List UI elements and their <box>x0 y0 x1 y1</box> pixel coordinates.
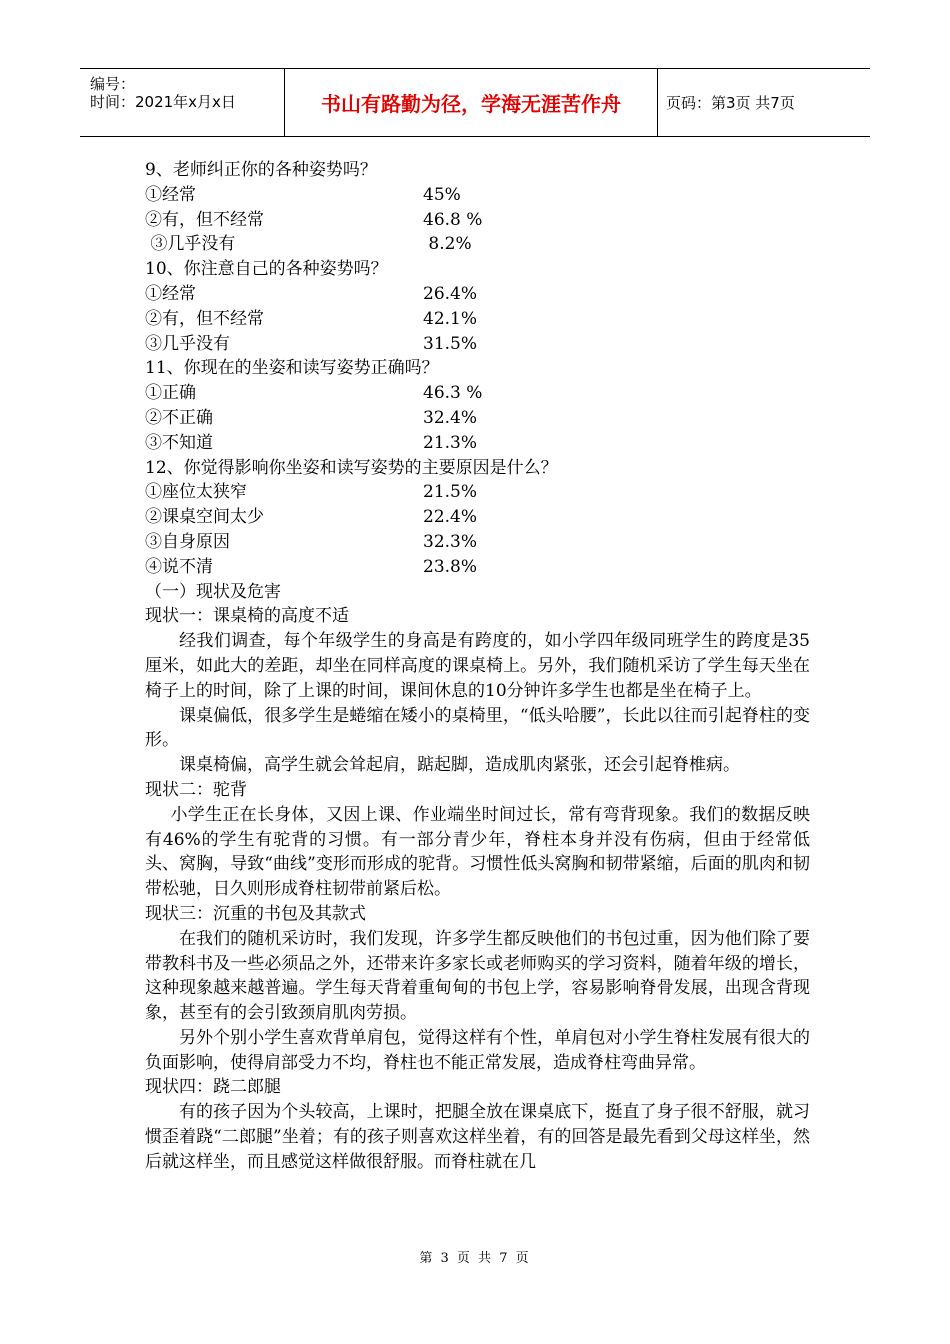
option-label: ①座位太狭窄 <box>145 482 247 503</box>
document-number-label: 编号： <box>90 75 136 93</box>
status-body <box>145 629 810 778</box>
paragraph: 小学生正在长身体，又因上课、作业端坐时间过长，常有弯背现象。我们的数据反映有46%的学生有驼背的习惯。有一部分青少年，脊柱本身并没有伤病，但由于经常低头、窝胸，导致“曲线”变形而形成的驼背。习惯性低头窝胸和韧带紧缩，后面的肌肉和韧带松驰，日久则形成脊柱韧带前紧后松。 <box>145 804 810 900</box>
header-meta <box>80 69 285 136</box>
option-percent: 8.2% <box>423 234 472 255</box>
status-heading: 现状一：课桌椅的高度不适 <box>145 606 349 627</box>
page-header <box>80 68 870 137</box>
status-one <box>145 604 810 778</box>
status-heading: 现状三：沉重的书包及其款式 <box>145 903 366 924</box>
status-heading: 现状四：跷二郎腿 <box>145 1077 281 1098</box>
option-label: ②课桌空间太少 <box>145 507 264 528</box>
question-title: 12、你觉得影响你坐姿和读写姿势的主要原因是什么？ <box>145 457 558 478</box>
answer-option <box>145 480 810 505</box>
survey-question-11 <box>145 356 810 455</box>
answer-option <box>145 332 810 357</box>
status-body <box>145 927 810 1076</box>
paragraph: 另外个别小学生喜欢背单肩包，觉得这样有个性，单肩包对小学生脊柱发展有很大的负面影响，使得肩部受力不均，脊柱也不能正常发展，造成脊柱弯曲异常。 <box>145 1027 810 1073</box>
status-three <box>145 902 810 1076</box>
status-two <box>145 778 810 902</box>
answer-option <box>145 282 810 307</box>
option-percent: 45% <box>423 184 461 205</box>
answer-option <box>145 505 810 530</box>
page-footer: 第 3 页 共 7 页 <box>419 1251 531 1266</box>
answer-option <box>145 183 810 208</box>
option-label: ③不知道 <box>145 432 213 453</box>
status-body <box>145 803 810 902</box>
answer-option <box>145 406 810 431</box>
header-motto: 书山有路勤为径，学海无涯苦作舟 <box>285 69 658 136</box>
option-label: ③几乎没有 <box>145 333 230 354</box>
answer-option <box>145 381 810 406</box>
paragraph: 经我们调查，每个年级学生的身高是有跨度的，如小学四年级同班学生的跨度是35厘米，如此大的差距，却坐在同样高度的课桌椅上。另外，我们随机采访了学生每天坐在椅子上的时间，除了上课的时间，课间休息的10分钟许多学生也都是坐在椅子上。 <box>145 631 810 701</box>
survey-question-12 <box>145 456 810 580</box>
paragraph: 有的孩子因为个头较高，上课时，把腿全放在课桌底下，挺直了身子很不舒服，就习惯歪着跷“二郎腿”坐着；有的孩子则喜欢这样坐着，有的回答是最先看到父母这样坐，然后就这样坐，而且感觉这样做很舒服。而脊柱就在几 <box>145 1102 810 1172</box>
option-label: ①正确 <box>145 383 196 404</box>
answer-option <box>145 307 810 332</box>
answer-option <box>145 555 810 580</box>
status-four <box>145 1075 810 1174</box>
option-percent: 32.4% <box>423 407 478 428</box>
option-label: ②有，但不经常 <box>145 209 264 230</box>
option-label: ②有，但不经常 <box>145 308 264 329</box>
option-percent: 23.8% <box>423 556 478 577</box>
option-percent: 21.3% <box>423 432 478 453</box>
answer-option <box>145 530 810 555</box>
option-percent: 31.5% <box>423 333 478 354</box>
option-percent: 32.3% <box>423 531 478 552</box>
header-page-info: 页码：第3页 共7页 <box>666 94 795 112</box>
option-label: ①经常 <box>145 184 196 205</box>
question-title: 11、你现在的坐姿和读写姿势正确吗？ <box>145 358 439 379</box>
option-percent: 46.8 % <box>423 209 483 230</box>
paragraph: 在我们的随机采访时，我们发现，许多学生都反映他们的书包过重，因为他们除了要带教科书及一些必须品之外，还带来许多家长或老师购买的学习资料，随着年级的增长，这种现象越来越普遍。学生每天背着重甸甸的书包上学，容易影响脊骨发展，出现含背现象，甚至有的会引致颈肩肌肉劳损。 <box>145 928 810 1024</box>
answer-option <box>145 232 810 257</box>
status-heading: 现状二：驼背 <box>145 779 247 800</box>
option-label: ③自身原因 <box>145 531 230 552</box>
paragraph: 课桌椅偏，高学生就会耸起肩，踮起脚，造成肌肉紧张，还会引起脊椎病。 <box>179 755 740 776</box>
option-label: ④说不清 <box>145 556 213 577</box>
question-title: 10、你注意自己的各种姿势吗？ <box>145 259 388 280</box>
survey-question-10 <box>145 257 810 356</box>
option-label: ①经常 <box>145 283 196 304</box>
option-percent: 46.3 % <box>423 383 483 404</box>
answer-option <box>145 208 810 233</box>
paragraph: 课桌偏低，很多学生是蜷缩在矮小的桌椅里，“低头哈腰”，长此以往而引起脊柱的变形。 <box>145 705 810 751</box>
option-percent: 26.4% <box>423 283 478 304</box>
status-body <box>145 1100 810 1174</box>
option-percent: 22.4% <box>423 507 478 528</box>
option-label: ③几乎没有 <box>145 234 236 255</box>
option-percent: 42.1% <box>423 308 478 329</box>
question-title: 9、老师纠正你的各种姿势吗？ <box>145 160 377 180</box>
option-percent: 21.5% <box>423 482 478 503</box>
option-label: ②不正确 <box>145 407 213 428</box>
document-body <box>145 158 810 1175</box>
section-title: （一）现状及危害 <box>145 581 281 602</box>
answer-option <box>145 431 810 456</box>
survey-question-9 <box>145 158 810 257</box>
document-date: 时间：2021年x月x日 <box>90 93 236 111</box>
